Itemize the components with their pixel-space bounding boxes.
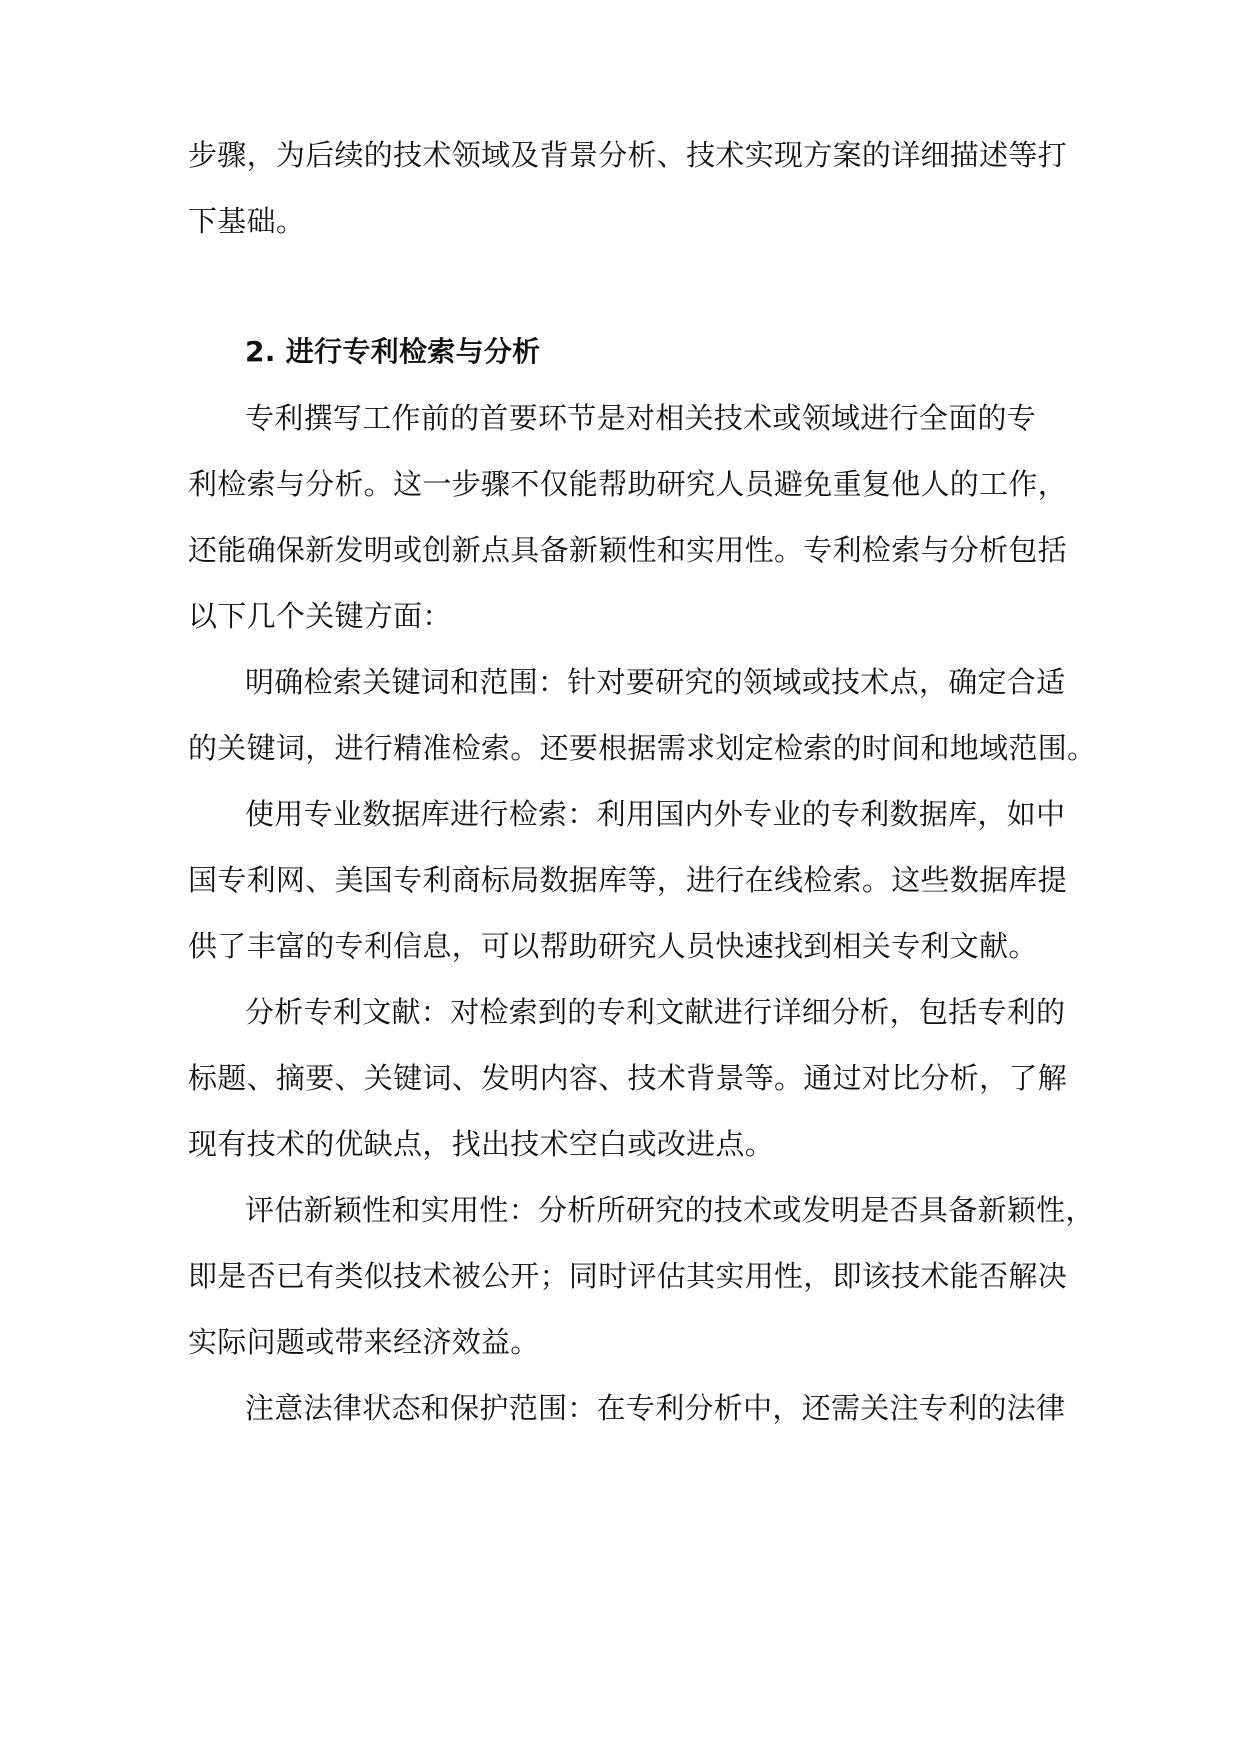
paragraph-line: 的关键词，进行精准检索。还要根据需求划定检索的时间和地域范围。: [188, 731, 1097, 765]
paragraph-line: 使用专业数据库进行检索：利用国内外专业的专利数据库，如中: [245, 797, 1066, 831]
paragraph-line: 以下几个关键方面：: [188, 599, 452, 633]
paragraph-line: 评估新颖性和实用性：分析所研究的技术或发明是否具备新颖性，: [245, 1193, 1095, 1227]
paragraph-line: 实际问题或带来经济效益。: [188, 1325, 540, 1359]
paragraph-line: 标题、摘要、关键词、发明内容、技术背景等。通过对比分析，了解: [188, 1061, 1068, 1095]
paragraph-line: 还能确保新发明或创新点具备新颖性和实用性。专利检索与分析包括: [188, 533, 1068, 567]
paragraph-line: 专利撰写工作前的首要环节是对相关技术或领域进行全面的专: [245, 401, 1037, 435]
paragraph-line: 供了丰富的专利信息，可以帮助研究人员快速找到相关专利文献。: [188, 929, 1038, 963]
paragraph-line: 利检索与分析。这一步骤不仅能帮助研究人员避免重复他人的工作，: [188, 467, 1068, 501]
paragraph-line: 步骤，为后续的技术领域及背景分析、技术实现方案的详细描述等打: [188, 138, 1068, 172]
section-heading: 2. 进行专利检索与分析: [245, 335, 541, 368]
paragraph-line: 国专利网、美国专利商标局数据库等，进行在线检索。这些数据库提: [188, 863, 1068, 897]
paragraph-line: 下基础。: [188, 204, 306, 238]
paragraph-line: 即是否已有类似技术被公开；同时评估其实用性，即该技术能否解决: [188, 1259, 1068, 1293]
paragraph-line: 现有技术的优缺点，找出技术空白或改进点。: [188, 1127, 775, 1161]
paragraph-line: 明确检索关键词和范围：针对要研究的领域或技术点，确定合适: [245, 665, 1066, 699]
paragraph-line: 注意法律状态和保护范围：在专利分析中，还需关注专利的法律: [245, 1391, 1066, 1425]
paragraph-line: 分析专利文献：对检索到的专利文献进行详细分析，包括专利的: [245, 995, 1066, 1029]
